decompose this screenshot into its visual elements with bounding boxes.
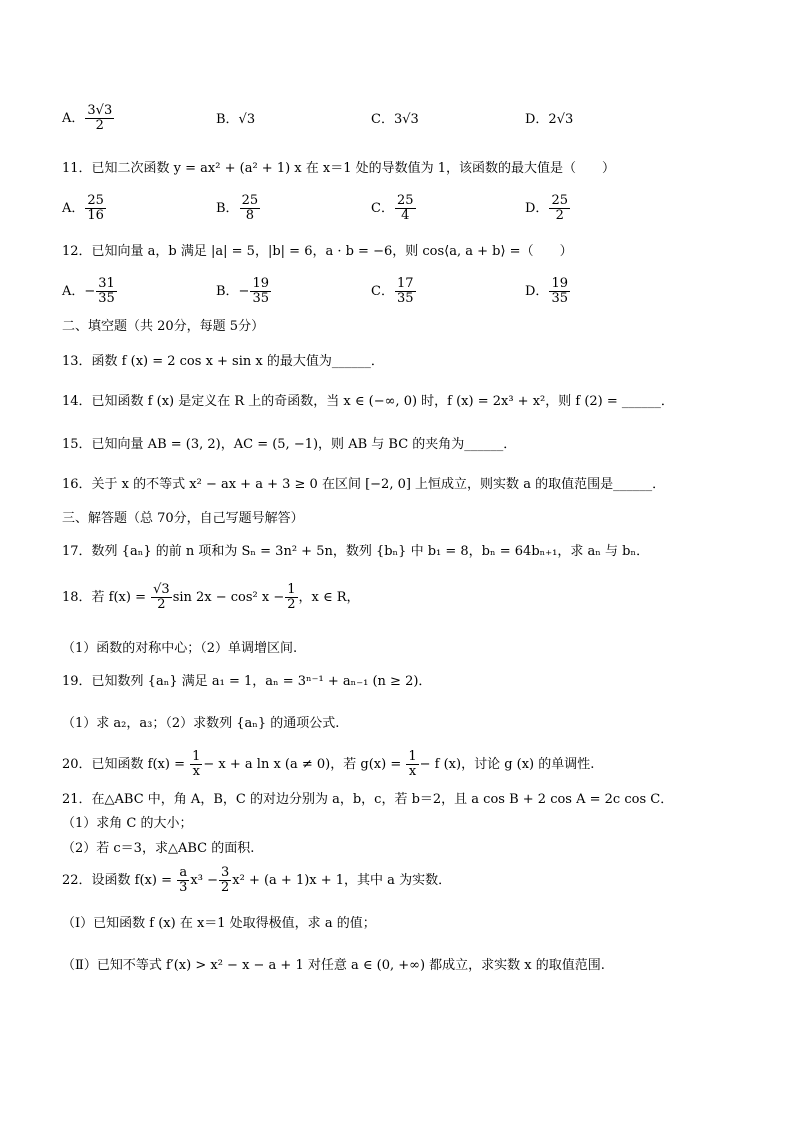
q22-part-ii: （Ⅱ）已知不等式 f′(x) > x² − x − a + 1 对任意 a ∈ (0, +∞) 都成立，求实数 x 的取值范围. <box>62 958 605 973</box>
q12-option-b-fraction: $\frac{19}{35}$ <box>252 276 269 306</box>
q16-stem: 16．关于 x 的不等式 x² − ax + a + 3 ≥ 0 在区间 [−2, 0] 上恒成立，则实数 a 的取值范围是______． <box>62 477 666 492</box>
q12-option-b: B．− $\frac{19}{35}$ <box>216 276 269 306</box>
q22-stem: 22．设函数 f(x) = $\frac{a}{3}$ x³ − $\frac{3}{2}$ x² + (a + 1)x + 1，其中 a 为实数． <box>62 865 452 895</box>
q12-option-a-fraction: $\frac{31}{35}$ <box>98 276 115 306</box>
q12-stem: 12．已知向量 a，b 满足 |a| = 5，|b| = 6，a · b = −6，则 cos⟨a, a + b⟩ =（ ） <box>62 244 573 259</box>
q15-stem: 15．已知向量 AB = (3, 2)，AC = (5, −1)，则 AB 与 BC 的夹角为______． <box>62 437 517 452</box>
q11-option-b: B． $\frac{25}{8}$ <box>216 193 259 223</box>
q20-stem: 20．已知函数 f(x) = $\frac{1}{x}$ − x + a ln x (a ≠ 0)，若 g(x) = $\frac{1}{x}$ − f (x)，讨论 g (x) 的单调性. <box>62 749 595 779</box>
q21-subpart-1: （1）求角 C 的大小； <box>62 816 193 831</box>
q13-stem: 13．函数 f (x) = 2 cos x + sin x 的最大值为______． <box>62 354 384 369</box>
q12-option-c-fraction: $\frac{17}{35}$ <box>396 276 414 306</box>
q11-option-a: A． $\frac{25}{16}$ <box>62 193 104 223</box>
q20-fraction-1-over-x-second: $\frac{1}{x}$ <box>408 749 417 779</box>
q18-fraction-sqrt3-over-2: $\frac{√3}{2}$ <box>153 582 170 612</box>
q11-option-b-fraction: $\frac{25}{8}$ <box>241 193 259 223</box>
q11-stem: 11．已知二次函数 y = ax² + (a² + 1) x 在 x＝1 处的导数值为 1，该函数的最大值是（ ） <box>62 161 616 176</box>
q19-subparts: （1）求 a₂，a₃；（2）求数列 {aₙ} 的通项公式. <box>62 716 340 731</box>
q17-stem: 17．数列 {aₙ} 的前 n 项和为 Sₙ = 3n² + 5n，数列 {bₙ} 中 b₁ = 8，bₙ = 64bₙ₊₁，求 aₙ 与 bₙ． <box>62 544 650 559</box>
q11-option-a-fraction: $\frac{25}{16}$ <box>87 193 104 223</box>
q12-option-a: A．− $\frac{31}{35}$ <box>62 276 115 306</box>
q12-option-d: D． $\frac{19}{35}$ <box>525 276 568 306</box>
q18-fraction-1-over-2: $\frac{1}{2}$ <box>287 582 296 612</box>
q22-part-i: （Ⅰ）已知函数 f (x) 在 x＝1 处取得极值，求 a 的值； <box>62 916 376 931</box>
q19-stem: 19．已知数列 {aₙ} 满足 a₁ = 1，aₙ = 3ⁿ⁻¹ + aₙ₋₁ (n ≥ 2)． <box>62 674 432 689</box>
q20-fraction-1-over-x: $\frac{1}{x}$ <box>192 749 201 779</box>
q12-option-d-fraction: $\frac{19}{35}$ <box>551 276 568 306</box>
q22-fraction-3-over-2: $\frac{3}{2}$ <box>220 865 230 895</box>
q11-option-c: C． $\frac{25}{4}$ <box>371 193 414 223</box>
q10-option-a-fraction: $\frac{3√3}{2}$ <box>87 103 113 133</box>
q14-stem: 14．已知函数 f (x) 是定义在 R 上的奇函数，当 x ∈ (−∞, 0) 时，f (x) = 2x³ + x²，则 f (2) = ______． <box>62 394 674 409</box>
q10-option-b: B．√3 <box>216 112 256 127</box>
q10-option-d: D．2√3 <box>525 112 574 127</box>
q10-option-a: A． $\frac{3√3}{2}$ <box>62 103 113 133</box>
q21-stem: 21．在△ABC 中，角 A，B，C 的对边分别为 a，b，c，若 b＝2，且 a cos B + 2 cos A = 2c cos C． <box>62 792 674 807</box>
q18-subparts: （1）函数的对称中心；（2）单调增区间. <box>62 641 298 656</box>
q18-stem: 18．若 f(x) = $\frac{√3}{2}$ sin 2x − cos² x − $\frac{1}{2}$ ，x ∈ R， <box>62 582 360 612</box>
q21-subpart-2: （2）若 c＝3，求△ABC 的面积. <box>62 841 255 856</box>
q11-option-c-fraction: $\frac{25}{4}$ <box>396 193 414 223</box>
q11-option-d: D． $\frac{25}{2}$ <box>525 193 568 223</box>
section-fill-in-heading: 二、填空题（共 20分，每题 5分） <box>62 319 265 334</box>
section-solution-heading: 三、解答题（总 70分，自己写题号解答） <box>62 511 304 526</box>
q10-option-c: C．3√3 <box>371 112 419 127</box>
q22-fraction-a-over-3: $\frac{a}{3}$ <box>179 865 188 895</box>
q12-option-c: C． $\frac{17}{35}$ <box>371 276 414 306</box>
q11-option-d-fraction: $\frac{25}{2}$ <box>551 193 568 223</box>
